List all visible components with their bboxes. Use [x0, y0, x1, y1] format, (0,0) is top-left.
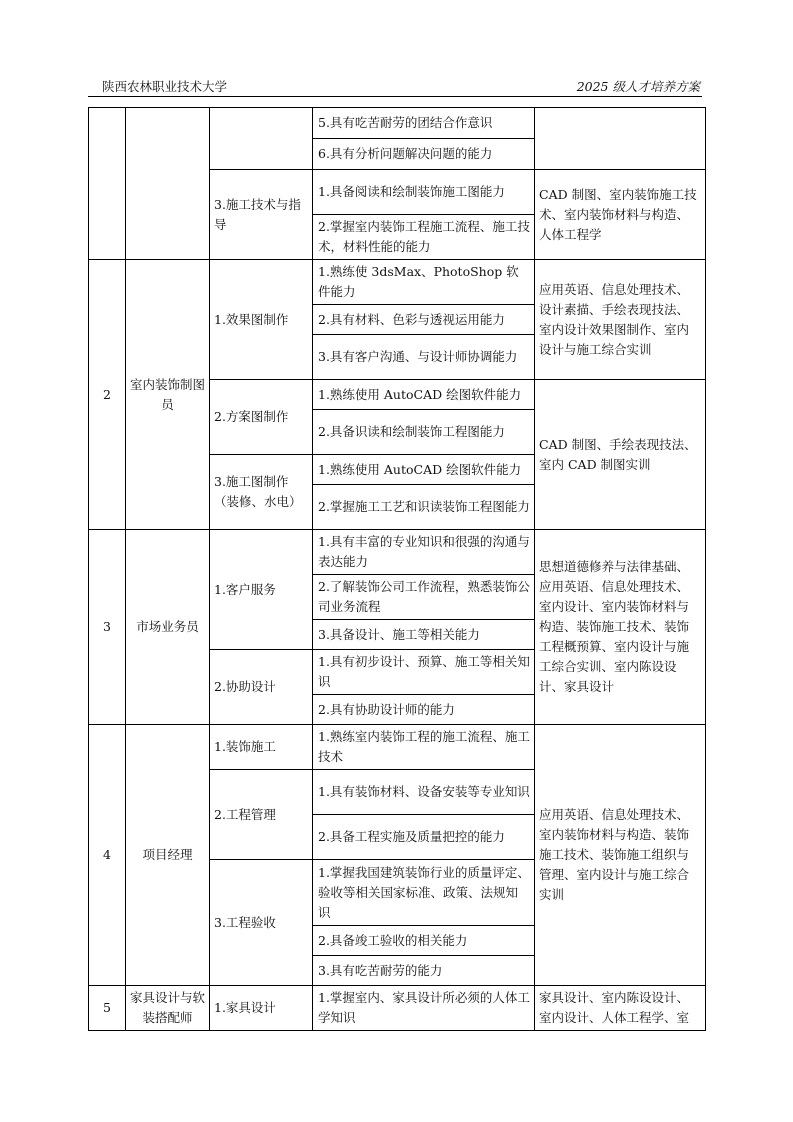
capability-cell: 1.掌握我国建筑装饰行业的质量评定、验收等相关国家标准、政策、法规知识	[313, 860, 535, 926]
course-cell: CAD 制图、手绘表现技法、室内 CAD 制图实训	[535, 380, 706, 530]
school-name: 陕西农林职业技术大学	[102, 79, 228, 94]
work-task-cell: 1.效果图制作	[210, 260, 313, 380]
work-task-cell: 2.工程管理	[210, 770, 313, 860]
capability-cell: 1.掌握室内、家具设计所必须的人体工学知识	[313, 986, 535, 1031]
row-number-cell: 4	[89, 725, 126, 986]
course-cell: 应用英语、信息处理技术、室内装饰材料与构造、装饰施工技术、装饰施工组织与管理、室内设计与施工综合实训	[535, 725, 706, 986]
work-task-cell: 1.家具设计	[210, 986, 313, 1031]
capability-cell: 2.掌握施工工艺和识读装饰工程图能力	[313, 485, 535, 530]
capability-cell: 1.具备阅读和绘制装饰施工图能力	[313, 170, 535, 215]
capability-cell: 2.了解装饰公司工作流程，熟悉装饰公司业务流程	[313, 575, 535, 620]
capability-cell: 1.熟练使用 AutoCAD 绘图软件能力	[313, 455, 535, 485]
job-role-cell: 室内装饰制图员	[126, 260, 210, 530]
course-cell	[535, 108, 706, 170]
table-body	[89, 108, 706, 1031]
table-row	[89, 725, 706, 770]
capability-cell: 1.具有装饰材料、设备安装等专业知识	[313, 770, 535, 815]
work-task-cell: 1.客户服务	[210, 530, 313, 650]
capability-cell: 2.掌握室内装饰工程施工流程、施工技术，材料性能的能力	[313, 215, 535, 260]
job-competency-table	[88, 107, 706, 1031]
capability-cell: 3.具备设计、施工等相关能力	[313, 620, 535, 650]
work-task-cell: 2.方案图制作	[210, 380, 313, 455]
work-task-cell: 3.施工图制作（装修、水电）	[210, 455, 313, 530]
table-row	[89, 260, 706, 305]
job-role-cell	[126, 108, 210, 260]
capability-cell: 3.具有吃苦耐劳的能力	[313, 956, 535, 986]
work-task-cell: 2.协助设计	[210, 650, 313, 725]
table-row	[89, 530, 706, 575]
work-task-cell: 3.施工技术与指导	[210, 170, 313, 260]
row-number-cell: 5	[89, 986, 126, 1031]
job-role-cell: 市场业务员	[126, 530, 210, 725]
row-number-cell: 3	[89, 530, 126, 725]
capability-cell: 3.具有客户沟通、与设计师协调能力	[313, 335, 535, 380]
capability-cell: 2.具备识读和绘制装饰工程图能力	[313, 410, 535, 455]
page-header	[88, 74, 702, 97]
job-role-cell: 家具设计与软装搭配师	[126, 986, 210, 1031]
capability-cell: 1.熟练使用 AutoCAD 绘图软件能力	[313, 380, 535, 410]
work-task-cell: 3.工程验收	[210, 860, 313, 986]
job-role-cell: 项目经理	[126, 725, 210, 986]
capability-cell: 2.具备竣工验收的相关能力	[313, 926, 535, 956]
capability-cell: 1.熟练室内装饰工程的施工流程、施工技术	[313, 725, 535, 770]
capability-cell: 2.具有协助设计师的能力	[313, 695, 535, 725]
work-task-cell	[210, 108, 313, 170]
capability-cell: 1.熟练使 3dsMax、PhotoShop 软件能力	[313, 260, 535, 305]
course-cell: CAD 制图、室内装饰施工技术、室内装饰材料与构造、人体工程学	[535, 170, 706, 260]
capability-cell: 2.具备工程实施及质量把控的能力	[313, 815, 535, 860]
capability-cell: 5.具有吃苦耐劳的团结合作意识	[313, 108, 535, 139]
course-cell: 思想道德修养与法律基础、应用英语、信息处理技术、室内设计、室内装饰材料与构造、装饰施工技术、装饰工程概预算、室内设计与施工综合实训、室内陈设设计、家具设计	[535, 530, 706, 725]
table-row	[89, 986, 706, 1031]
capability-cell: 2.具有材料、色彩与透视运用能力	[313, 305, 535, 335]
table-row	[89, 108, 706, 139]
capability-cell: 6.具有分析问题解决问题的能力	[313, 139, 535, 170]
course-cell: 应用英语、信息处理技术、设计素描、手绘表现技法、室内设计效果图制作、室内设计与施工综合实训	[535, 260, 706, 380]
course-cell: 家具设计、室内陈设设计、室内设计、人体工程学、室	[535, 986, 706, 1031]
capability-cell: 1.具有初步设计、预算、施工等相关知识	[313, 650, 535, 695]
plan-title: 2025 级人才培养方案	[576, 79, 700, 94]
row-number-cell: 2	[89, 260, 126, 530]
work-task-cell: 1.装饰施工	[210, 725, 313, 770]
row-number-cell	[89, 108, 126, 260]
capability-cell: 1.具有丰富的专业知识和很强的沟通与表达能力	[313, 530, 535, 575]
